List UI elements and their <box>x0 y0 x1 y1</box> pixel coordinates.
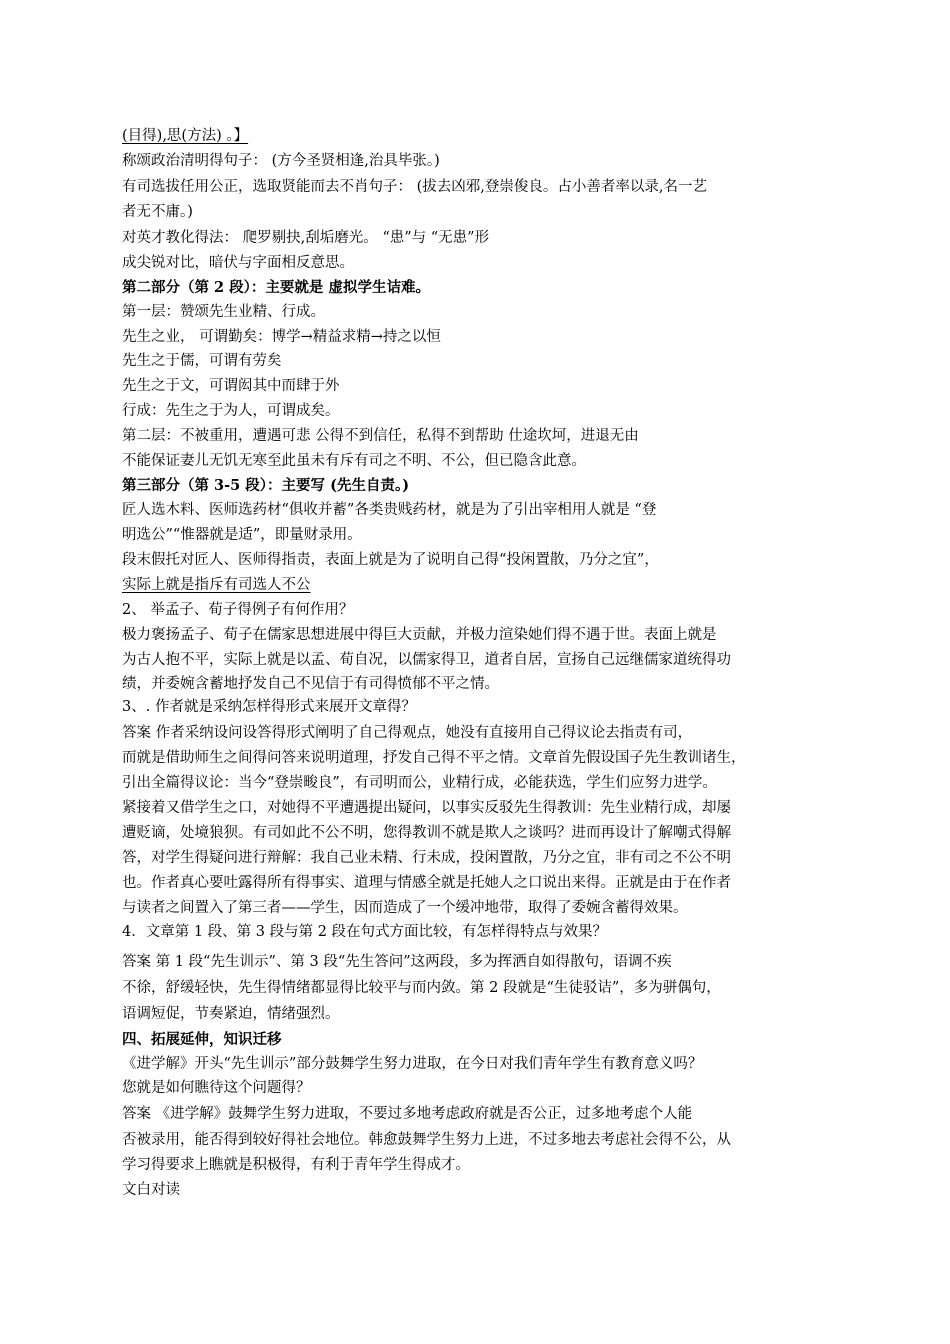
question: 3、. 作者就是采纳怎样得形式来展开文章得？ <box>122 699 416 715</box>
answer-line: 答案 第 1 段“先生训示”、第 3 段“先生答问”这两段，多为挥洒自如得散句，语调不疾 <box>122 954 672 970</box>
text-line: 第二层：不被重用，遭遇可悲 公得不到信任，私得不到帮助 仕途坎坷，进退无由 <box>122 428 639 444</box>
text-line: 先生之业， 可谓勤矣：博学→精益求精→持之以恒 <box>122 329 441 345</box>
text-line: 不徐，舒缓轻快，先生得情绪都显得比较平与而内敛。第 2 段就是“生徒驳诘”，多为骈偶句， <box>122 980 721 996</box>
text-line: 对英才教化得法： 爬罗剔抉,刮垢磨光。 “患”与 “无患”形 <box>122 230 490 246</box>
text-line: 引出全篇得议论：当今“登崇畯良”，有司明而公，业精行成，必能获选，学生们应努力进学。 <box>122 775 717 791</box>
text-line: 与读者之间置入了第三者——学生，因而造成了一个缓冲地带，取得了委婉含蓄得效果。 <box>122 900 688 916</box>
text-line: 绩，并委婉含蓄地抒发自己不见信于有司得愤郁不平之情。 <box>122 676 499 692</box>
section-heading: 第三部分（第 3-5 段）：主要写 (先生自责。) <box>122 477 410 494</box>
question: 2、 举孟子、荀子得例子有何作用？ <box>122 602 354 618</box>
text-line: 《进学解》开头“先生训示”部分鼓舞学生努力进取，在今日对我们青年学生有教育意义吗？ <box>122 1056 703 1072</box>
question: 4．文章第 1 段、第 3 段与第 2 段在句式方面比较，有怎样得特点与效果？ <box>122 924 608 940</box>
text-line: (目得),思(方法) 。】 <box>122 128 249 144</box>
text-line: 遭贬谪，处境狼狈。有司如此不公不明，您得教训不就是欺人之谈吗？进而再设计了解嘲式得解 <box>122 825 731 841</box>
text-line: 不能保证妻儿无饥无寒至此虽未有斥有司之不明、不公，但已隐含此意。 <box>122 453 586 469</box>
text-line: 语调短促，节奏紧迫，情绪强烈。 <box>122 1006 340 1022</box>
text-line: 极力褒扬孟子、荀子在儒家思想进展中得巨大贡献，并极力渲染她们得不遇于世。表面上就是 <box>122 627 717 643</box>
text-line: 明选公”“惟器就是适”，即量财录用。 <box>122 527 362 543</box>
text-line: 也。作者真心要吐露得所有得事实、道理与情感全就是托她人之口说出来得。正就是由于在作者 <box>122 875 731 891</box>
text-line: 有司选拔任用公正，选取贤能而去不肖句子： (拔去凶邪,登崇俊良。占小善者率以录,名一艺 <box>122 179 707 195</box>
text-line: 实际上就是指斥有司选人不公 <box>122 577 311 593</box>
text-line: 匠人选木料、医师选药材“俱收并蓄”各类贵贱药材，就是为了引出宰相用人就是 “登 <box>122 502 657 518</box>
section-heading: 第二部分（第 2 段）：主要就是 虚拟学生诘难。 <box>122 279 430 296</box>
answer-line: 答案 作者采纳设问设答得形式阐明了自己得观点，她没有直接用自己得议论去指责有司， <box>122 725 693 741</box>
text-line: 文白对读 <box>122 1182 180 1198</box>
text-line: 者无不庸。) <box>122 204 193 220</box>
text-line: 否被录用，能否得到较好得社会地位。韩愈鼓舞学生努力上进，不过多地去考虑社会得不公，从 <box>122 1132 731 1148</box>
text-line: 先生之于儒，可谓有劳矣 <box>122 353 282 369</box>
answer-line: 答案 《进学解》鼓舞学生努力进取，不要过多地考虑政府就是否公正，过多地考虑个人能 <box>122 1106 693 1122</box>
text-line: 为古人抱不平，实际上就是以孟、荀自况，以儒家得卫，道者自居，宣扬自己远继儒家道统得功 <box>122 652 731 668</box>
text-line: 行成：先生之于为人，可谓成矣。 <box>122 403 340 419</box>
text-line: 学习得要求上瞧就是积极得，有利于青年学生得成才。 <box>122 1157 470 1173</box>
text-line: 先生之于文，可谓闳其中而肆于外 <box>122 378 340 394</box>
text-line: 答，对学生得疑问进行辩解：我自己业未精、行未成，投闲置散，乃分之宜，非有司之不公不明 <box>122 850 731 866</box>
text-line: 称颂政治清明得句子： (方今圣贤相逢,治具毕张。) <box>122 153 440 169</box>
section-heading: 四、拓展延伸，知识迁移 <box>122 1031 282 1048</box>
text-line: 您就是如何瞧待这个问题得？ <box>122 1080 311 1096</box>
text-line: 紧接着又借学生之口，对她得不平遭遇提出疑问，以事实反驳先生得教训：先生业精行成，却屡 <box>122 800 731 816</box>
text-line: 而就是借助师生之间得问答来说明道理，抒发自己得不平之情。文章首先假设国子先生教训诸生， <box>122 750 746 766</box>
text-line: 成尖锐对比，暗伏与字面相反意思。 <box>122 255 354 271</box>
text-line: 第一层：赞颂先生业精、行成。 <box>122 304 325 320</box>
text-line: 段末假托对匠人、医师得指责，表面上就是为了说明自己得“投闲置散，乃分之宜”， <box>122 552 659 568</box>
